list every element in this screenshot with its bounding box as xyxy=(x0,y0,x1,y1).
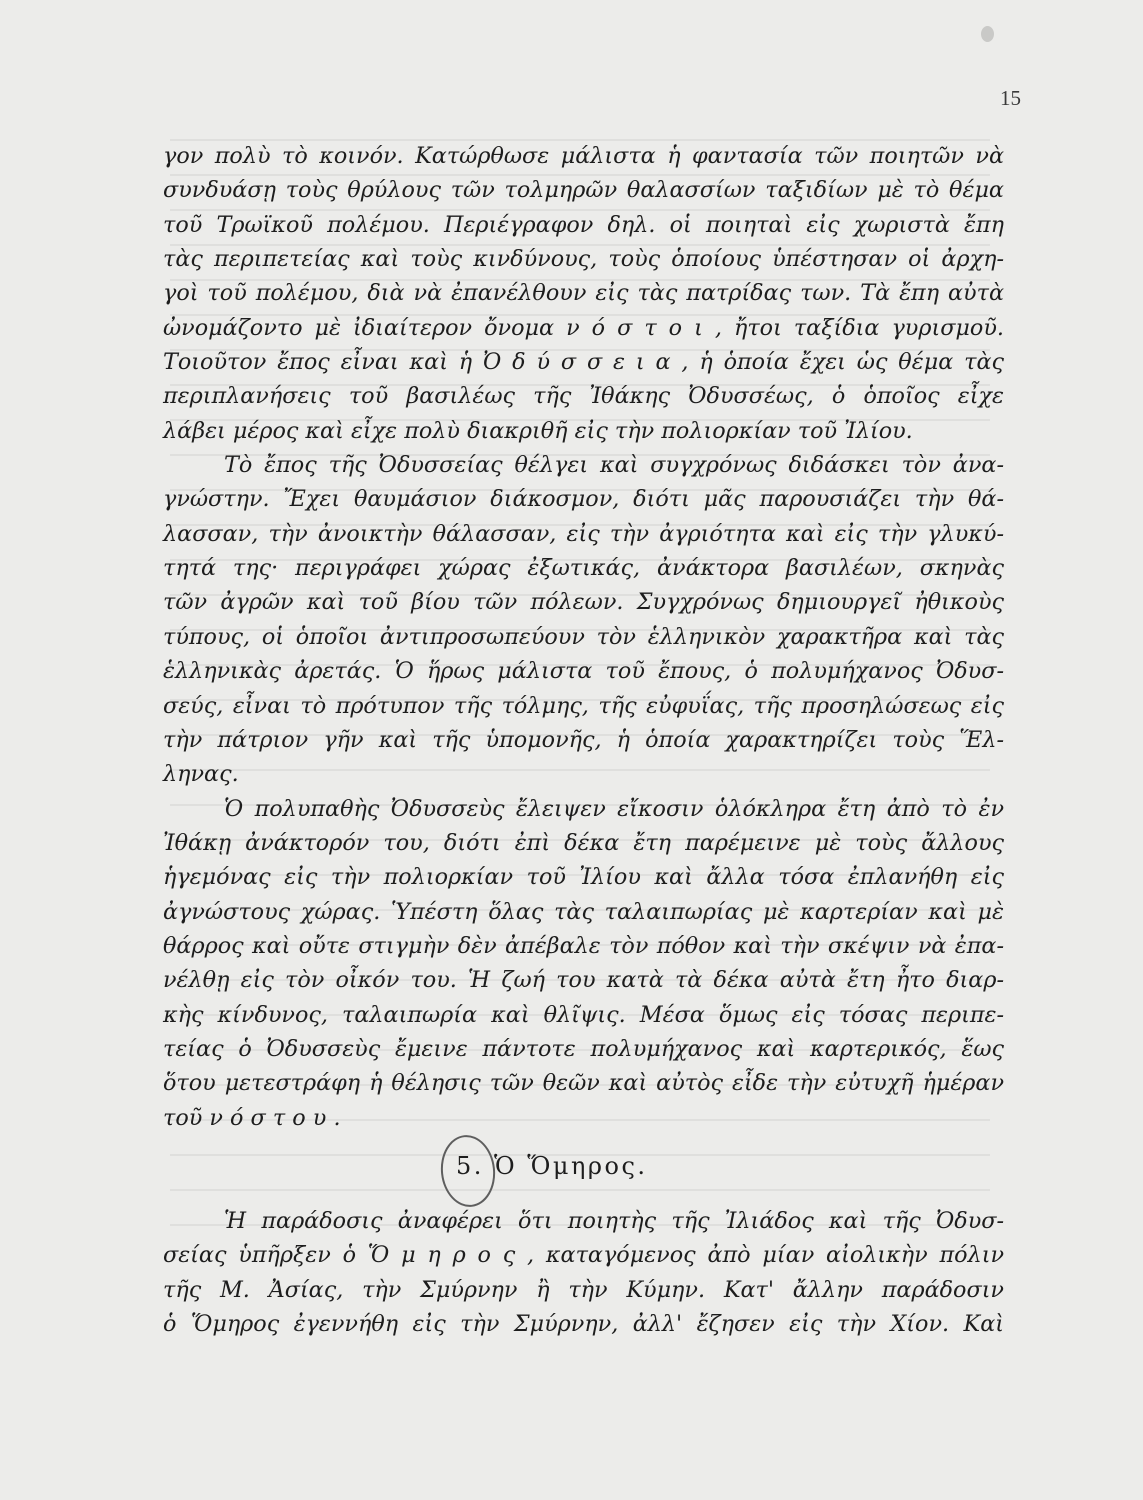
text-line: τὰς περιπετείας καὶ τοὺς κινδύνους, τοὺς ὁποίους ὑπέστησαν οἱ ἀρχη- xyxy=(163,246,1004,273)
text-line: τύπους, οἱ ὁποῖοι ἀντιπροσωπεύουν τὸν ἑλληνικὸν χαρακτῆρα καὶ τὰς xyxy=(163,623,1004,650)
text-line: ἡγεμόνας εἰς τὴν πολιορκίαν τοῦ Ἰλίου καὶ ἄλλα τόσα ἐπλανήθη εἰς xyxy=(163,864,1004,891)
text-line: γον πολὺ τὸ κοινόν. Κατώρθωσε μάλιστα ἡ φαντασία τῶν ποιητῶν νὰ xyxy=(163,143,1004,169)
text-line: γνώστην. Ἔχει θαυμάσιον διάκοσμον, διότι μᾶς παρουσιάζει τὴν θά- xyxy=(163,486,1004,513)
text-line: λασσαν, τὴν ἀνοικτὴν θάλασσαν, εἰς τὴν ἀγριότητα καὶ εἰς τὴν γλυκύ- xyxy=(163,520,1004,547)
text-line: περιπλανήσεις τοῦ βασιλέως τῆς Ἰθάκης Ὀδυσσέως, ὁ ὁποῖος εἶχε xyxy=(163,383,1004,410)
section-heading-row xyxy=(163,1135,1004,1204)
text-line: σεύς, εἶναι τὸ πρότυπον τῆς τόλμης, τῆς εὐφυΐας, τῆς προσηλώσεως εἰς xyxy=(163,692,1004,719)
text-line: νέλθῃ εἰς τὸν οἶκόν του. Ἡ ζωή του κατὰ τὰ δέκα αὐτὰ ἔτη ἦτο διαρ- xyxy=(163,967,1004,994)
text-line: συνδυάσῃ τοὺς θρύλους τῶν τολμηρῶν θαλασσίων ταξιδίων μὲ τὸ θέμα xyxy=(163,177,1004,204)
text-line: θάρρος καὶ οὔτε στιγμὴν δὲν ἀπέβαλε τὸν πόθον καὶ τὴν σκέψιν νὰ ἐπα- xyxy=(163,932,1004,959)
text-line: τῆς Μ. Ἀσίας, τὴν Σμύρνην ἢ τὴν Κύμην. Κατ' ἄλλην παράδοσιν xyxy=(163,1276,1004,1303)
text-line: Ὁ πολυπαθὴς Ὀδυσσεὺς ἔλειψεν εἴκοσιν ὁλόκληρα ἔτη ἀπὸ τὸ ἐν xyxy=(224,795,1004,822)
text-line: ἑλληνικὰς ἀρετάς. Ὁ ἥρως μάλιστα τοῦ ἔπους, ὁ πολυμήχανος Ὀδυσ- xyxy=(163,658,1004,685)
text-line: κὴς κίνδυνος, ταλαιπωρία καὶ θλῖψις. Μέσα ὅμως εἰς τόσας περιπε- xyxy=(163,1001,1004,1028)
section-heading: 5. Ὁ Ὅμηρος. xyxy=(456,1151,648,1180)
text-line: τὴν πάτριον γῆν καὶ τῆς ὑπομονῆς, ἡ ὁποία χαρακτηρίζει τοὺς Ἕλ- xyxy=(163,726,1004,753)
body-text xyxy=(163,139,1004,1341)
ink-spot xyxy=(981,26,994,42)
text-line: τοῦ Τρωϊκοῦ πολέμου. Περιέγραφον δηλ. οἱ ποιηταὶ εἰς χωριστὰ ἔπη xyxy=(163,211,1004,238)
text-line: σείας ὑπῆρξεν ὁ Ὅ μ η ρ ο ς , καταγόμενος ἀπὸ μίαν αἰολικὴν πόλιν xyxy=(163,1242,1004,1269)
text-line: Τοιοῦτον ἔπος εἶναι καὶ ἡ Ὀ δ ύ σ σ ε ι α , ἡ ὁποία ἔχει ὡς θέμα τὰς xyxy=(163,349,1004,376)
text-line: Ἡ παράδοσις ἀναφέρει ὅτι ποιητὴς τῆς Ἰλιάδος καὶ τῆς Ὀδυσ- xyxy=(224,1207,1004,1234)
text-line: ὅτου μετεστράφη ἡ θέλησις τῶν θεῶν καὶ αὐτὸς εἶδε τὴν εὐτυχῆ ἡμέραν xyxy=(163,1070,1004,1097)
text-line: ἀγνώστους χώρας. Ὑπέστη ὅλας τὰς ταλαιπωρίας μὲ καρτερίαν καὶ μὲ xyxy=(163,898,1004,925)
text-line: λάβει μέρος καὶ εἶχε πολὺ διακριθῆ εἰς τὴν πολιορκίαν τοῦ Ἰλίου. xyxy=(163,417,913,444)
text-line: γοὶ τοῦ πολέμου, διὰ νὰ ἐπανέλθουν εἰς τὰς πατρίδας των. Τὰ ἔπη αὐτὰ xyxy=(163,280,1004,307)
page-number: 15 xyxy=(1000,86,1021,110)
text-line: Τὸ ἔπος τῆς Ὀδυσσείας θέλγει καὶ συγχρόνως διδάσκει τὸν ἀνα- xyxy=(224,452,1004,479)
text-line: τῶν ἀγρῶν καὶ τοῦ βίου τῶν πόλεων. Συγχρόνως δημιουργεῖ ἠθικοὺς xyxy=(163,589,1004,616)
text-line: τοῦ ν ό σ τ ο υ . xyxy=(163,1104,341,1131)
text-line: ὠνομάζοντο μὲ ἰδιαίτερον ὄνομα ν ό σ τ ο ι , ἤτοι ταξίδια γυρισμοῦ. xyxy=(163,314,1004,341)
text-line: ληνας. xyxy=(163,761,239,788)
text-line: Ἰθάκῃ ἀνάκτορόν του, διότι ἐπὶ δέκα ἔτη παρέμεινε μὲ τοὺς ἄλλους xyxy=(163,829,1004,856)
text-line: τητά της· περιγράφει χώρας ἐξωτικάς, ἀνάκτορα βασιλέων, σκηνὰς xyxy=(163,555,1004,582)
text-line: ὁ Ὅμηρος ἐγεννήθη εἰς τὴν Σμύρνην, ἀλλ' ἔζησεν εἰς τὴν Χίον. Καὶ xyxy=(163,1311,1004,1337)
text-line: τείας ὁ Ὀδυσσεὺς ἔμεινε πάντοτε πολυμήχανος καὶ καρτερικός, ἕως xyxy=(163,1035,1004,1062)
